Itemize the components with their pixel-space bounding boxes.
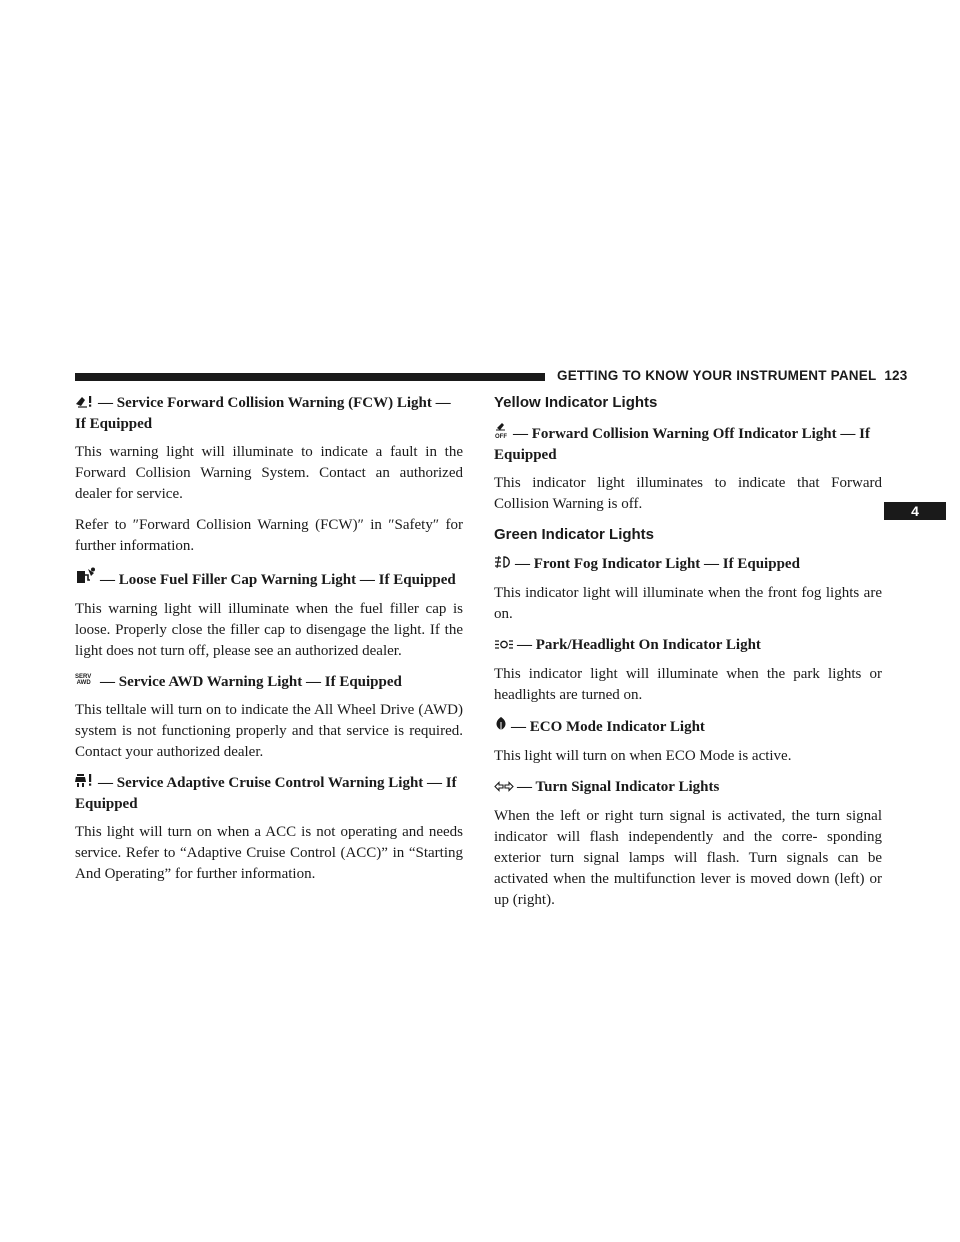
- heading-text: — Park/Headlight On Indicator Light: [517, 637, 761, 653]
- body-text: This indicator light will illuminate when the front fog lights are on.: [494, 585, 882, 622]
- park-headlight-icon: [494, 636, 514, 656]
- page-number: 123: [884, 368, 908, 383]
- acc-service-icon: [75, 773, 95, 794]
- header-rule: [75, 373, 545, 381]
- section-heading: [75, 393, 463, 434]
- section-fuel-cap: [75, 567, 463, 662]
- running-title: GETTING TO KNOW YOUR INSTRUMENT PANEL: [557, 368, 877, 383]
- section-turn-signal: [494, 777, 882, 911]
- body-text: Refer to ″Forward Collision Warning (FCW)″ in ″Safety″ for further information.: [75, 517, 463, 554]
- body-text: This telltale will turn on to indicate the All Wheel Drive (AWD) system is not functioning properly and that service is required. Contact your authorized dealer.: [75, 702, 463, 760]
- running-header: [557, 368, 907, 383]
- heading-text: — Turn Signal Indicator Lights: [517, 779, 720, 795]
- heading-text: — Service AWD Warning Light — If Equipped: [100, 674, 402, 690]
- heading-text: — Loose Fuel Filler Cap Warning Light — If Equipped: [100, 572, 456, 588]
- heading-text: — Service Adaptive Cruise Control Warning Light — If Equipped: [75, 775, 457, 812]
- body-text: This warning light will illuminate to indicate a fault in the Forward Collision Warning System. Contact an authorized dealer for service.: [75, 444, 463, 502]
- section-heading: [75, 567, 463, 591]
- section-heading: [75, 672, 463, 692]
- section-heading: [75, 773, 463, 814]
- section-service-fcw: [75, 393, 463, 557]
- body-text: This warning light will illuminate when the fuel filler cap is loose. Properly close the filler cap to disengage the light. If the light does not turn off, please see an authorized dealer.: [75, 601, 463, 659]
- green-indicator-title: Green Indicator Lights: [494, 526, 655, 543]
- section-fcw-off: [494, 422, 882, 515]
- body-text: This light will turn on when ECO Mode is active.: [494, 748, 792, 764]
- serv-awd-icon-line-2: AWD: [76, 680, 91, 686]
- serv-awd-icon: [75, 674, 95, 686]
- right-column: [494, 393, 882, 921]
- serv-awd-icon-line-1: SERV: [75, 674, 92, 680]
- eco-leaf-icon: [494, 716, 508, 738]
- body-text: This indicator light illuminates to indicate that Forward Collision Warning is off.: [494, 475, 882, 512]
- yellow-indicator-title: Yellow Indicator Lights: [494, 394, 658, 411]
- fcw-off-icon: [494, 422, 510, 445]
- section-eco-mode: [494, 716, 882, 767]
- left-column: [75, 393, 463, 895]
- fcw-off-icon-text: OFF: [495, 434, 507, 439]
- body-text: This light will turn on when a ACC is not operating and needs service. Refer to “Adaptive Cruise Control (ACC)” in “Starting And Operating” for further information.: [75, 824, 463, 882]
- heading-text: — Front Fog Indicator Light — If Equipped: [515, 556, 800, 572]
- fuel-cap-icon: [75, 567, 97, 591]
- section-heading: [494, 716, 882, 738]
- section-heading: [494, 635, 882, 656]
- front-fog-icon: [494, 555, 512, 575]
- section-acc-service: [75, 773, 463, 885]
- section-heading: [494, 777, 882, 798]
- chapter-tab: 4: [884, 502, 946, 520]
- section-serv-awd: [75, 672, 463, 763]
- fcw-service-icon: [75, 394, 95, 414]
- heading-text: — Service Forward Collision Warning (FCW) Light — If Equipped: [75, 395, 451, 432]
- body-text: This indicator light will illuminate when the park lights or headlights are turned on.: [494, 666, 882, 703]
- heading-text: — ECO Mode Indicator Light: [511, 719, 705, 735]
- section-heading: [494, 554, 882, 575]
- section-heading: [494, 422, 882, 465]
- body-text: When the left or right turn signal is activated, the turn signal indicator will flash independently and the corre- sponding exterior turn signal lamps will flash. Turn signals can be activated when the multifunction lever is moved down (left) or up (right).: [494, 808, 882, 908]
- section-park-headlight: [494, 635, 882, 706]
- heading-text: — Forward Collision Warning Off Indicator Light — If Equipped: [494, 426, 870, 463]
- section-front-fog: [494, 554, 882, 625]
- turn-signal-arrows-icon: [494, 778, 514, 798]
